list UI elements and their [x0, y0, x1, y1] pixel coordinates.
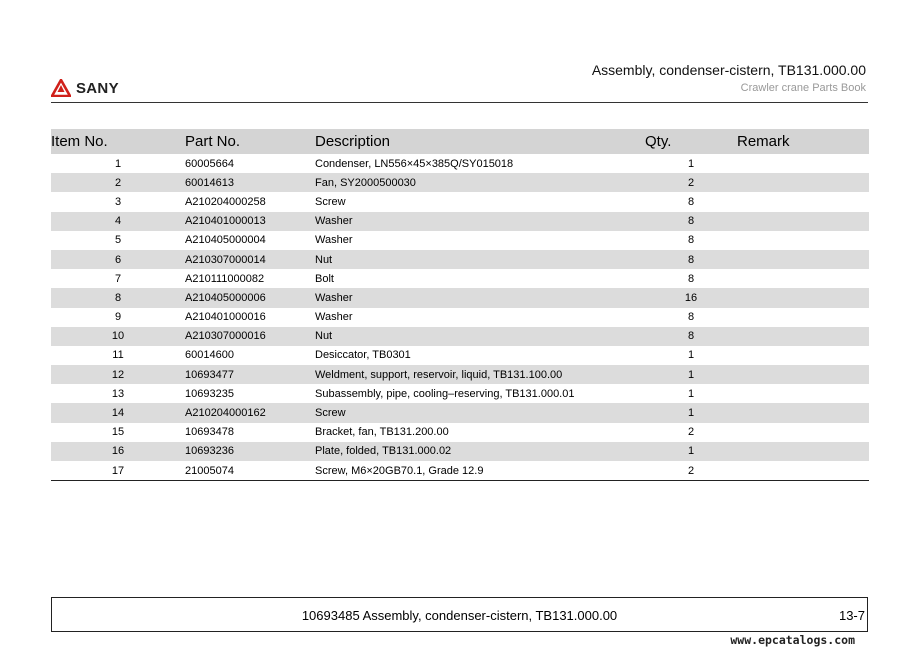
cell-qty: 8 [645, 250, 737, 269]
cell-item-no: 1 [114, 157, 122, 170]
parts-table [51, 129, 869, 481]
cell-qty: 1 [687, 349, 695, 362]
cell-description: Washer [315, 234, 353, 247]
table-row [51, 288, 869, 307]
table-row [51, 346, 869, 365]
cell-description: Screw, M6×20GB70.1, Grade 12.9 [315, 461, 645, 481]
cell-qty: 16 [645, 288, 737, 307]
column-header-remark: Remark [737, 129, 869, 154]
cell-description: Condenser, LN556×45×385Q/SY015018 [315, 157, 514, 170]
cell-part-no: 60014600 [185, 349, 234, 362]
cell-qty: 2 [687, 426, 695, 439]
cell-remark [737, 250, 869, 269]
cell-qty: 1 [687, 387, 695, 400]
table-row [51, 154, 869, 173]
cell-item-no: 12 [51, 365, 185, 384]
table-row [51, 173, 869, 192]
cell-remark [737, 403, 869, 422]
watermark-url: www.epcatalogs.com [730, 633, 855, 647]
cell-description: Screw [315, 403, 645, 422]
column-header-qty: Qty. [645, 129, 737, 154]
cell-qty: 1 [645, 365, 737, 384]
cell-part-no: A210307000014 [185, 250, 315, 269]
cell-description: Plate, folded, TB131.000.02 [315, 442, 645, 461]
table-row [51, 384, 869, 403]
table-row [51, 327, 869, 346]
cell-item-no: 3 [114, 195, 122, 208]
footer-box [51, 597, 868, 632]
cell-part-no: A210111000082 [185, 272, 265, 285]
cell-qty: 8 [687, 311, 695, 324]
cell-qty: 8 [645, 212, 737, 231]
table-row [51, 461, 869, 481]
column-header-description: Description [315, 129, 645, 154]
table-row [51, 269, 869, 288]
cell-qty: 2 [645, 461, 737, 481]
cell-part-no: A210405000006 [185, 288, 315, 307]
cell-qty: 1 [645, 403, 737, 422]
table-header-row [51, 129, 869, 154]
table-row [51, 442, 869, 461]
cell-description: Bolt [315, 272, 334, 285]
cell-qty: 8 [687, 272, 695, 285]
logo-text: SANY [76, 79, 119, 97]
cell-part-no: 10693236 [185, 442, 315, 461]
page-title: Assembly, condenser-cistern, TB131.000.00 [591, 62, 866, 78]
cell-remark [737, 154, 869, 173]
cell-remark [737, 173, 869, 192]
cell-item-no: 7 [114, 272, 122, 285]
footer-title: 10693485 Assembly, condenser-cistern, TB131.000.00 [301, 608, 618, 623]
cell-description: Weldment, support, reservoir, liquid, TB131.100.00 [315, 365, 645, 384]
cell-remark [737, 308, 869, 327]
table-row [51, 212, 869, 231]
cell-item-no: 13 [111, 387, 125, 400]
cell-item-no: 15 [111, 426, 125, 439]
cell-part-no: 21005074 [185, 461, 315, 481]
cell-qty: 2 [645, 173, 737, 192]
cell-description: Washer [315, 288, 645, 307]
cell-description: Desiccator, TB0301 [315, 349, 411, 362]
cell-item-no: 11 [112, 349, 124, 362]
cell-part-no: 60005664 [185, 157, 234, 170]
cell-item-no: 5 [114, 234, 122, 247]
cell-item-no: 6 [51, 250, 185, 269]
cell-remark [737, 461, 869, 481]
cell-remark [737, 288, 869, 307]
cell-item-no: 4 [51, 212, 185, 231]
cell-qty: 8 [645, 327, 737, 346]
cell-remark [737, 384, 869, 403]
sany-triangle-icon [51, 79, 71, 97]
cell-part-no: A210401000013 [185, 212, 315, 231]
cell-item-no: 10 [51, 327, 185, 346]
column-header-part-no: Part No. [185, 129, 315, 154]
column-header-item-no: Item No. [51, 129, 185, 154]
cell-part-no: A210204000162 [185, 403, 315, 422]
cell-item-no: 9 [114, 311, 122, 324]
cell-part-no: 60014613 [185, 173, 315, 192]
page-number: 13-7 [838, 608, 865, 623]
cell-item-no: 2 [51, 173, 185, 192]
cell-part-no: A210401000016 [185, 311, 266, 324]
cell-part-no: A210204000258 [185, 195, 266, 208]
cell-remark [737, 269, 869, 288]
cell-description: Screw [315, 195, 346, 208]
table-row [51, 365, 869, 384]
cell-part-no: A210405000004 [185, 234, 266, 247]
cell-remark [737, 346, 869, 365]
cell-remark [737, 365, 869, 384]
cell-description: Washer [315, 212, 645, 231]
cell-description: Fan, SY2000500030 [315, 173, 645, 192]
sany-logo [51, 79, 119, 97]
cell-qty: 1 [687, 157, 695, 170]
table-row [51, 423, 869, 442]
table-row [51, 231, 869, 250]
cell-remark [737, 192, 869, 211]
cell-remark [737, 423, 869, 442]
table-row [51, 250, 869, 269]
cell-qty: 1 [645, 442, 737, 461]
cell-description: Washer [315, 311, 353, 324]
cell-description: Nut [315, 327, 645, 346]
cell-remark [737, 212, 869, 231]
cell-description: Subassembly, pipe, cooling–reserving, TB131.000.01 [315, 387, 575, 400]
cell-part-no: A210307000016 [185, 327, 315, 346]
cell-qty: 8 [687, 234, 695, 247]
cell-part-no: 10693477 [185, 365, 315, 384]
cell-item-no: 14 [51, 403, 185, 422]
cell-remark [737, 231, 869, 250]
page-subtitle: Crawler crane Parts Book [740, 82, 866, 94]
cell-item-no: 17 [51, 461, 185, 481]
cell-item-no: 16 [51, 442, 185, 461]
table-row [51, 192, 869, 211]
cell-item-no: 8 [51, 288, 185, 307]
cell-qty: 8 [687, 195, 695, 208]
header-divider [51, 102, 868, 103]
table-row [51, 308, 869, 327]
cell-part-no: 10693235 [185, 387, 234, 400]
cell-remark [737, 327, 869, 346]
cell-description: Bracket, fan, TB131.200.00 [315, 426, 449, 439]
cell-remark [737, 442, 869, 461]
cell-description: Nut [315, 250, 645, 269]
cell-part-no: 10693478 [185, 426, 234, 439]
table-row [51, 403, 869, 422]
